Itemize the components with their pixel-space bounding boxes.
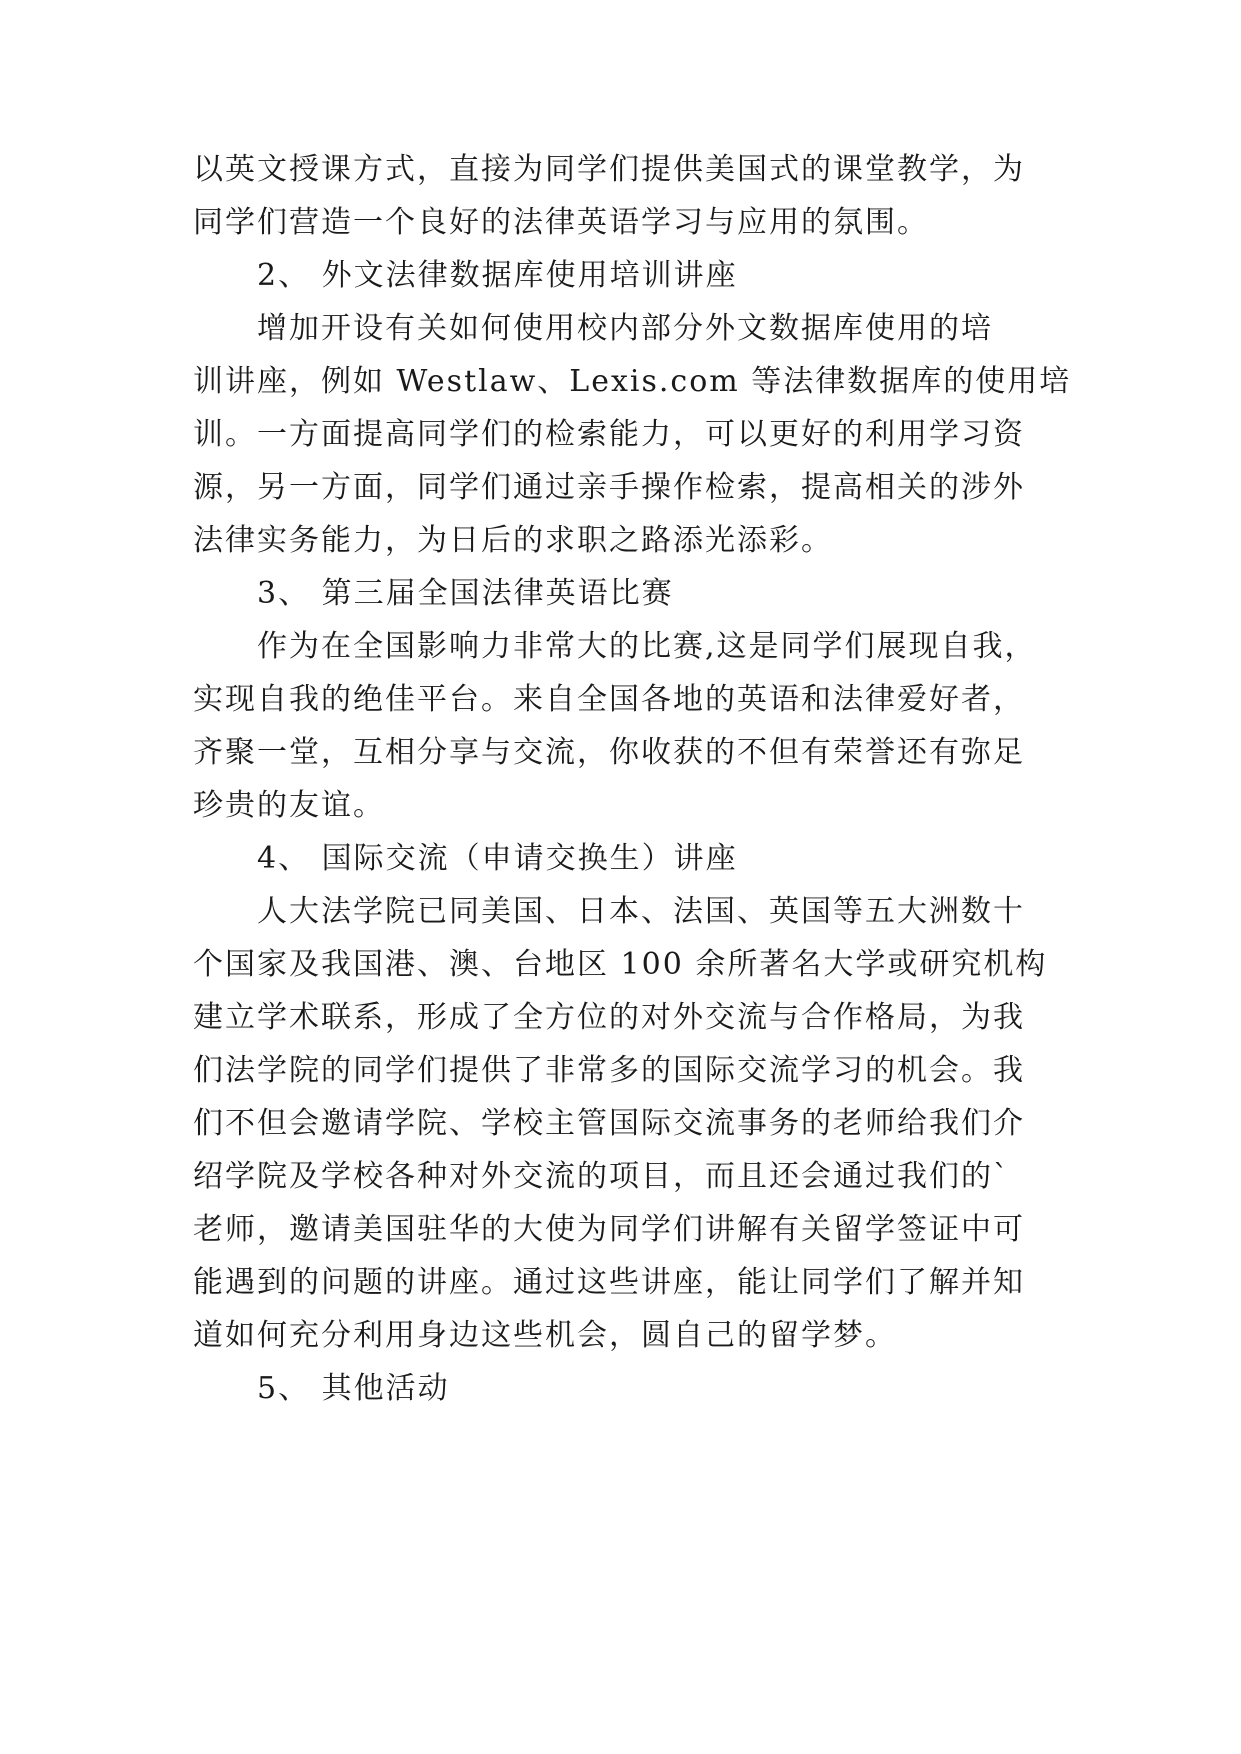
text-line: 珍贵的友谊。 [193, 788, 385, 823]
text-line: 法律实务能力，为日后的求职之路添光添彩。 [193, 523, 833, 558]
text-line: 源，另一方面，同学们通过亲手操作检索，提高相关的涉外 [193, 470, 1025, 505]
text-line: 们不但会邀请学院、学校主管国际交流事务的老师给我们介 [193, 1106, 1025, 1141]
text-line: 们法学院的同学们提供了非常多的国际交流学习的机会。我 [193, 1053, 1025, 1088]
section-heading-5: 5、 其他活动 [257, 1371, 450, 1406]
text-line: 训讲座，例如 Westlaw、Lexis.com 等法律数据库的使用培 [193, 364, 1072, 399]
text-line: 齐聚一堂，互相分享与交流，你收获的不但有荣誉还有弥足 [193, 735, 1025, 770]
section-heading-4: 4、 国际交流（申请交换生）讲座 [257, 841, 738, 876]
text-line: 道如何充分利用身边这些机会，圆自己的留学梦。 [193, 1318, 897, 1353]
text-line: 人大法学院已同美国、日本、法国、英国等五大洲数十 [257, 894, 1025, 929]
text-line: 作为在全国影响力非常大的比赛,这是同学们展现自我， [257, 629, 1037, 664]
text-line: 能遇到的问题的讲座。通过这些讲座，能让同学们了解并知 [193, 1265, 1025, 1300]
text-line: 老师，邀请美国驻华的大使为同学们讲解有关留学签证中可 [193, 1212, 1025, 1247]
text-line: 同学们营造一个良好的法律英语学习与应用的氛围。 [193, 205, 929, 240]
text-line: 个国家及我国港、澳、台地区 100 余所著名大学或研究机构 [193, 947, 1048, 982]
text-line: 增加开设有关如何使用校内部分外文数据库使用的培 [257, 311, 993, 346]
text-line: 实现自我的绝佳平台。来自全国各地的英语和法律爱好者， [193, 682, 1025, 717]
text-line: 绍学院及学校各种对外交流的项目，而且还会通过我们的` [193, 1159, 1010, 1194]
text-line: 以英文授课方式，直接为同学们提供美国式的课堂教学，为 [193, 152, 1025, 187]
text-line: 训。一方面提高同学们的检索能力，可以更好的利用学习资 [193, 417, 1025, 452]
text-line: 建立学术联系，形成了全方位的对外交流与合作格局，为我 [193, 1000, 1025, 1035]
section-heading-3: 3、 第三届全国法律英语比赛 [257, 576, 674, 611]
section-heading-2: 2、 外文法律数据库使用培训讲座 [257, 258, 738, 293]
